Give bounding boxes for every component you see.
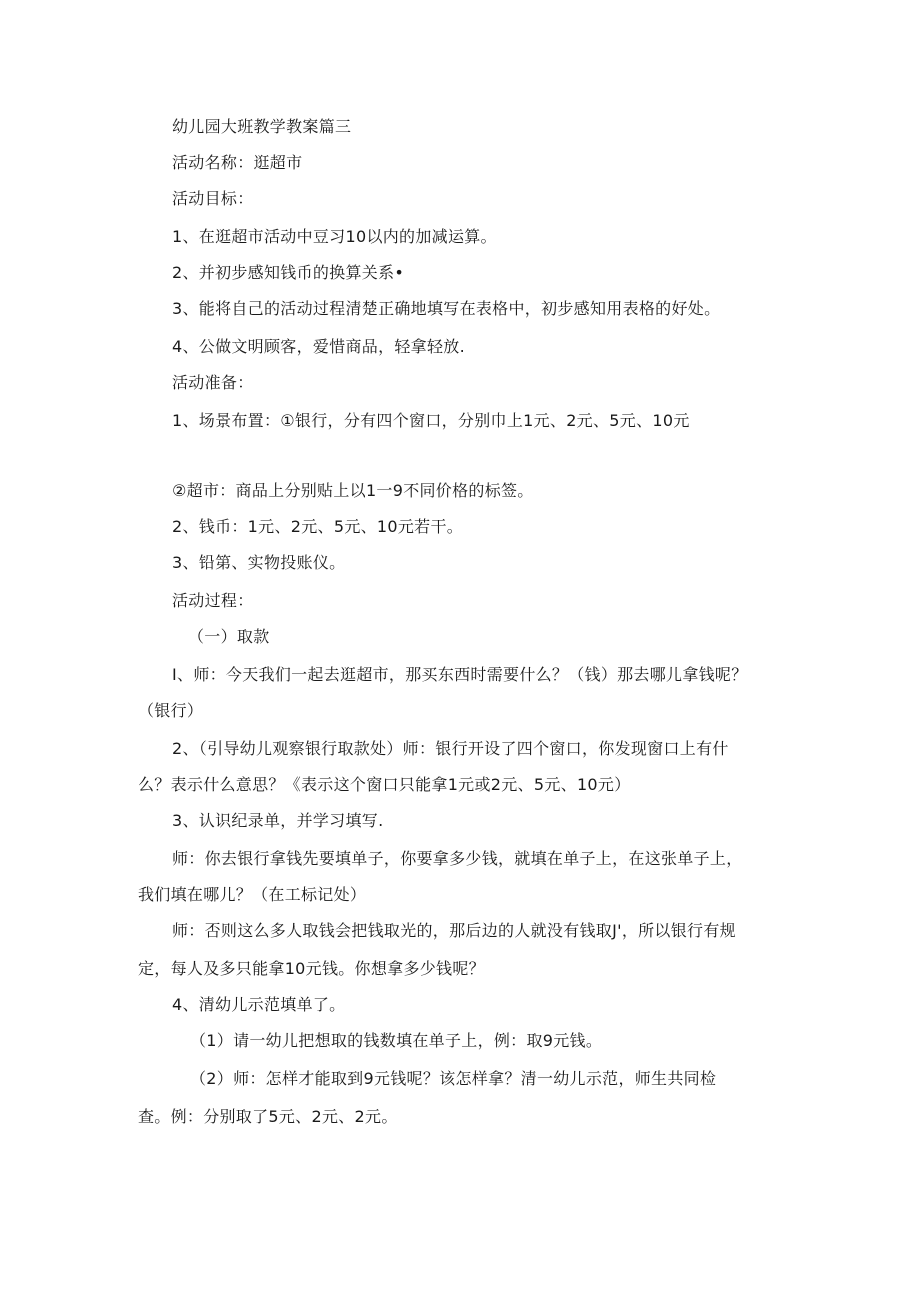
paragraph: 师：你去银行拿钱先要填单子，你要拿多少钱，就填在单子上，在这张单子上， bbox=[172, 849, 743, 868]
goals-heading: 活动目标： bbox=[172, 189, 254, 208]
paragraph-continuation: 定，每人及多只能拿10元钱。你想拿多少钱呢？ bbox=[138, 959, 485, 978]
process-heading: 活动过程： bbox=[172, 591, 254, 610]
activity-name: 活动名称：逛超市 bbox=[172, 153, 303, 172]
section-heading: （一）取款 bbox=[188, 627, 270, 646]
paragraph: （1）请一幼儿把想取的钱数填在单子上，例：取9元钱。 bbox=[190, 1031, 603, 1050]
goal-item: 4、公做文明顾客，爱惜商品，轻拿轻放. bbox=[172, 337, 465, 356]
prep-item: 1、场景布置：①银行，分有四个窗口，分别巾上1元、2元、5元、10元 bbox=[172, 411, 690, 430]
goal-item: 3、能将自己的活动过程清楚正确地填写在表格中，初步感知用表格的好处。 bbox=[172, 299, 721, 318]
paragraph: 3、认识纪录单，并学习填写. bbox=[172, 811, 384, 830]
paragraph: 师：否则这么多人取钱会把钱取光的，那后边的人就没有钱取J'，所以银行有规 bbox=[172, 921, 736, 940]
paragraph: 2、（引导幼儿观察银行取款处）师：银行开设了四个窗口，你发现窗口上有什 bbox=[172, 739, 729, 758]
prep-item: ②超市：商品上分别贴上以1一9不同价格的标签。 bbox=[172, 481, 534, 500]
paragraph-continuation: 我们填在哪儿？（在工标记处） bbox=[138, 885, 367, 904]
paragraph: 4、清幼儿示范填单了。 bbox=[172, 995, 346, 1014]
paragraph: （2）师：怎样才能取到9元钱呢？该怎样拿？清一幼儿示范，师生共同检 bbox=[190, 1069, 717, 1088]
prep-heading: 活动准备： bbox=[172, 373, 254, 392]
paragraph-continuation: 么？表示什么意思？《表示这个窗口只能拿1元或2元、5元、10元） bbox=[138, 775, 631, 794]
prep-item: 3、铅第、实物投账仪。 bbox=[172, 553, 346, 572]
goal-item: 1、在逛超市活动中豆习10以内的加减运算。 bbox=[172, 227, 497, 246]
page-title: 幼儿园大班教学教案篇三 bbox=[172, 117, 352, 136]
goal-item: 2、并初步感知钱币的换算关系• bbox=[172, 263, 405, 282]
prep-item: 2、钱币：1元、2元、5元、10元若干。 bbox=[172, 517, 464, 536]
paragraph-continuation: 查。例：分别取了5元、2元、2元。 bbox=[138, 1107, 398, 1126]
paragraph-continuation: （银行） bbox=[138, 701, 204, 720]
paragraph: I、师：今天我们一起去逛超市，那买东西时需要什么？（钱）那去哪儿拿钱呢？ bbox=[172, 665, 748, 684]
